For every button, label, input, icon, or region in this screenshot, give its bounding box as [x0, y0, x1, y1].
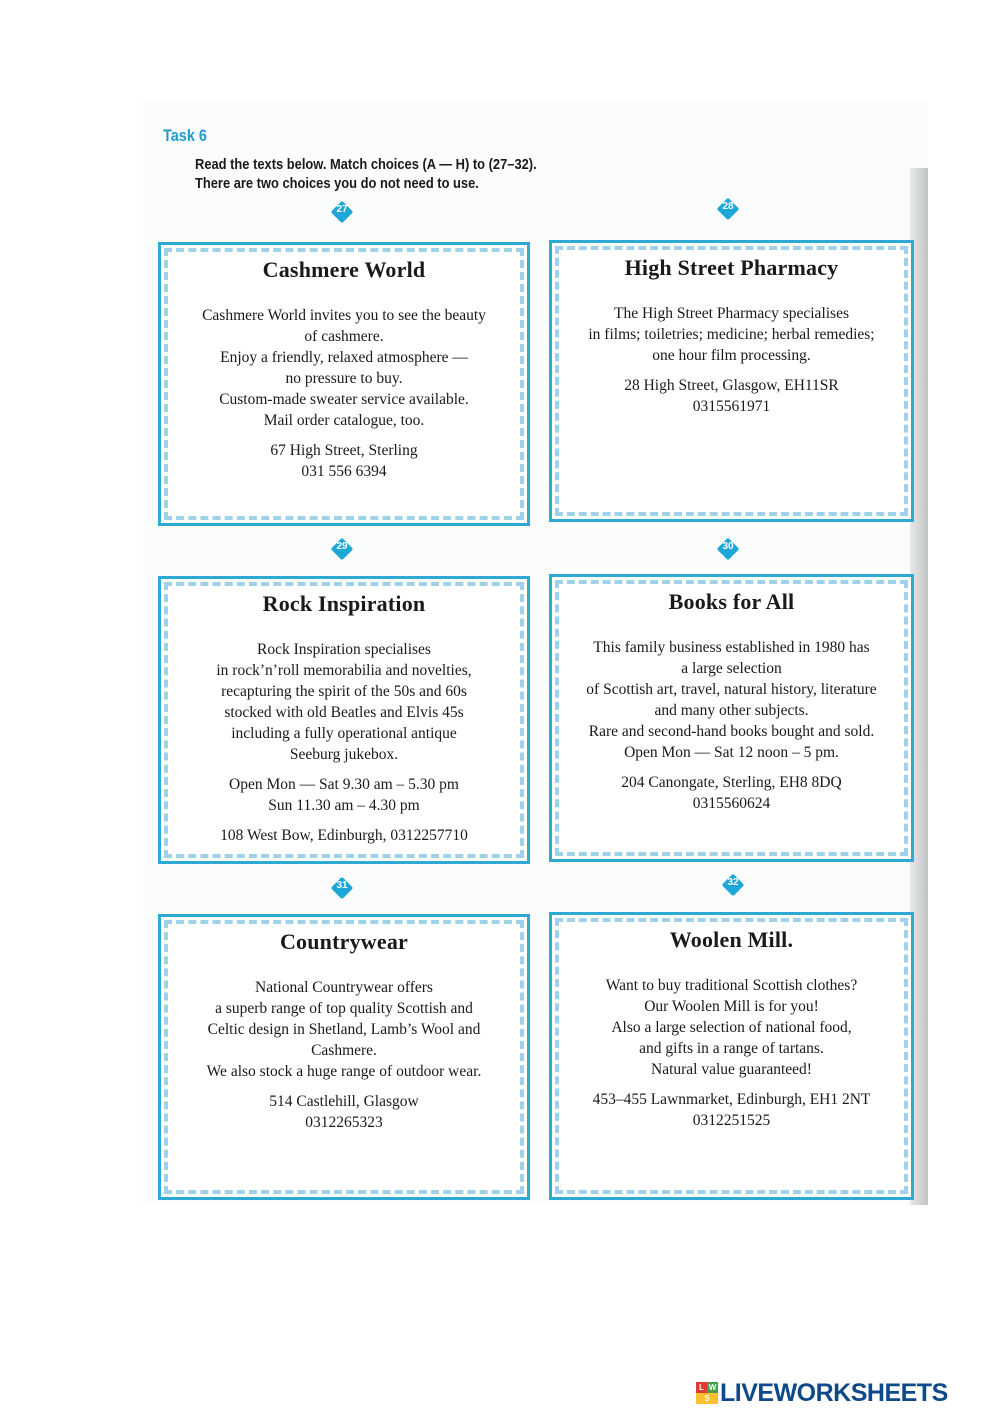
card-title: Countrywear — [279, 929, 409, 954]
number-badge-27: 27 — [331, 201, 353, 223]
card-phone: 0312265323 — [305, 1114, 383, 1131]
task-title: Task 6 — [163, 126, 207, 145]
number-badge-28: 28 — [717, 198, 739, 220]
number-badge-32: 32 — [722, 874, 744, 896]
logo-icon: L W S — [696, 1382, 718, 1404]
ad-card-cashmere-world: Cashmere World Cashmere World invites you to see the beauty of cashmere. Enjoy a friendly, relaxed atmosphere — no pressure to buy. Custom-made sweater service available. Mail order catalogue, too. 67 High Street, Sterling 031 556 6394 — [158, 242, 530, 526]
card-title: Rock Inspiration — [262, 591, 426, 616]
card-phone: 0315560624 — [692, 795, 771, 812]
number-badge-29: 29 — [331, 538, 353, 560]
card-title: Cashmere World — [262, 257, 426, 282]
liveworksheets-logo[interactable] — [696, 1378, 948, 1408]
instruction-line-2: There are two choices you do not need to use. — [195, 175, 479, 192]
card-title: Woolen Mill. — [669, 927, 794, 952]
card-phone: 031 556 6394 — [301, 463, 387, 480]
ad-card-high-street-pharmacy: High Street Pharmacy The High Street Pharmacy specialises in films; toiletries; medicine; herbal remedies; one hour film processing. 28 High Street, Glasgow, EH11SR 0315561971 — [549, 240, 914, 522]
ad-card-rock-inspiration: Rock Inspiration Rock Inspiration specialises in rock’n’roll memorabilia and novelties, recapturing the spirit of the 50s and 60s stocked with old Beatles and Elvis 45s including a fully operational antique Seeburg jukebox. Open Mon — Sat 9.30 am – 5.30 pm Sun 11.30 am – 4.30 pm 108 West Bow, Edinburgh, 0312257710 — [158, 576, 530, 864]
card-title: High Street Pharmacy — [624, 255, 839, 280]
number-badge-31: 31 — [331, 877, 353, 899]
card-phone: 0312251525 — [692, 1112, 771, 1129]
ad-card-books-for-all: Books for All This family business established in 1980 has a large selection of Scottish art, travel, natural history, literature and many other subjects. Rare and second-hand books bought and sold. Open Mon — Sat 12 noon – 5 pm. 204 Canongate, Sterling, EH8 8DQ 0315560624 — [549, 574, 914, 862]
instruction-line-1: Read the texts below. Match choices (A — H) to (27–32). — [195, 156, 537, 173]
card-hours: Sun 11.30 am – 4.30 pm — [268, 797, 420, 814]
card-title: Books for All — [668, 589, 795, 614]
card-address: 453–455 Lawnmarket, Edinburgh, EH1 2NT — [592, 1091, 871, 1108]
card-hours: Open Mon — Sat 9.30 am – 5.30 pm — [229, 776, 459, 793]
card-address: 204 Canongate, Sterling, EH8 8DQ — [621, 774, 842, 791]
card-address: 28 High Street, Glasgow, EH11SR — [624, 377, 839, 394]
card-address: 514 Castlehill, Glasgow — [269, 1093, 419, 1110]
ad-card-countrywear: Countrywear National Countrywear offers a superb range of top quality Scottish and Celtic design in Shetland, Lamb’s Wool and Cashmere. We also stock a huge range of outdoor wear. 514 Castlehill, Glasgow 0312265323 — [158, 914, 530, 1200]
ad-card-woolen-mill: Woolen Mill. Want to buy traditional Scottish clothes? Our Woolen Mill is for you! Also a large selection of national food, and gifts in a range of tartans. Natural value guaranteed! 453–455 Lawnmarket, Edinburgh, EH1 2NT 0312251525 — [549, 912, 914, 1200]
task-instructions — [195, 155, 537, 193]
card-address: 108 West Bow, Edinburgh, 0312257710 — [220, 827, 468, 844]
card-phone: 0315561971 — [692, 398, 771, 415]
card-address: 67 High Street, Sterling — [270, 442, 418, 459]
brand-text: LIVEWORKSHEETS — [720, 1378, 948, 1407]
number-badge-30: 30 — [717, 538, 739, 560]
